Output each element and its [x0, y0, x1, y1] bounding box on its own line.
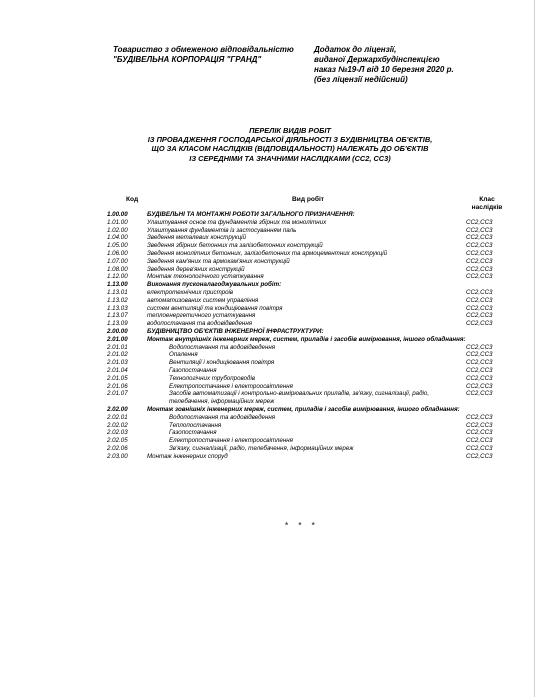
table-row: [107, 234, 517, 242]
row-code: 2.01.06: [107, 382, 128, 390]
title-line-3: ЩО ЗА КЛАСОМ НАСЛІДКІВ (ВІДПОВІДАЛЬНОСТІ) НАЛЕЖАТЬ ДО ОБ'ЄКТІВ: [151, 144, 429, 154]
row-code: 1.08.00: [107, 265, 128, 273]
table-row: [107, 414, 517, 422]
title-line-2: ІЗ ПРОВАДЖЕННЯ ГОСПОДАРСЬКОЇ ДІЯЛЬНОСТІ З БУДІВНИЦТВА ОБ'ЄКТІВ,: [147, 135, 433, 145]
row-code: 2.01.01: [107, 343, 128, 351]
row-code: 1.13.03: [107, 304, 128, 312]
table-row: [107, 445, 517, 453]
row-work-type: Зведення збірних бетонних та залізобетонних конструкцій: [147, 242, 323, 250]
row-work-type: Технологічних трубопроводів: [169, 374, 256, 382]
row-code: 2.00.00: [107, 327, 128, 335]
table-row: [107, 305, 517, 313]
row-work-type: Улаштування основ та фундаментів збірних та монолітних: [147, 218, 327, 226]
row-consequence-class: СС2,СС3: [466, 273, 493, 281]
table-row: [107, 437, 517, 445]
row-work-type: Виконання пусконалагоджувальних робіт:: [147, 281, 282, 289]
annex-line-3: наказ №19-Л від 10 березня 2020 р.: [314, 65, 454, 74]
page-edge: [534, 0, 535, 697]
license-annex-block: [314, 45, 514, 85]
row-code: 2.01.07: [107, 390, 128, 398]
row-consequence-class: СС2,СС3: [466, 296, 493, 304]
row-consequence-class: СС2,СС3: [466, 437, 493, 445]
row-consequence-class: СС2,СС3: [466, 359, 493, 367]
row-code: 2.01.05: [107, 374, 128, 382]
row-work-type: Електропостачання і електроосвітлення: [169, 382, 293, 390]
row-code: 2.02.06: [107, 444, 128, 452]
table-row: [107, 211, 517, 219]
row-work-type: Засобів автоматизації і контрольно-вимірювальних приладів, зв'язку, сигналізації, радіо, телебачення, інформаційних мереж: [169, 390, 430, 406]
row-work-type: БУДІВЕЛЬНІ ТА МОНТАЖНІ РОБОТИ ЗАГАЛЬНОГО ПРИЗНАЧЕННЯ:: [147, 211, 355, 218]
table-row: [107, 390, 517, 406]
row-work-type: Електропостачання і електроосвітлення: [169, 437, 293, 445]
row-consequence-class: СС2,СС3: [466, 351, 493, 359]
table-row: [107, 336, 517, 344]
row-consequence-class: СС2,СС3: [466, 343, 493, 351]
table-row: [107, 422, 517, 430]
row-work-type: електротехнічних пристроїв: [147, 288, 234, 296]
row-work-type: Водопостачання та водовідведення: [169, 413, 276, 421]
row-code: 1.05.00: [107, 242, 128, 250]
row-work-type: водопостачання та водовідведення: [147, 320, 253, 328]
row-consequence-class: СС2,СС3: [466, 257, 493, 265]
row-code: 1.13.01: [107, 288, 128, 296]
row-work-type: БУДІВНИЦТВО ОБ'ЄКТІВ ІНЖЕНЕРНОЇ ІНФРАСТРУКТУРИ:: [147, 327, 324, 335]
row-code: 1.00.00: [107, 211, 128, 218]
row-work-type: Теплопостачання: [169, 421, 222, 429]
row-code: 1.13.02: [107, 296, 128, 304]
row-consequence-class: СС2,СС3: [466, 390, 493, 398]
row-work-type: Газопостачання: [169, 429, 217, 437]
row-code: 2.01.03: [107, 359, 128, 367]
annex-line-2: виданої Держархбудінспекцією: [314, 55, 440, 64]
table-row: [107, 219, 517, 227]
table-row: [107, 359, 517, 367]
title-line-1: ПЕРЕЛІК ВИДІВ РОБІТ: [249, 126, 331, 135]
company-line-2: "БУДІВЕЛЬНА КОРПОРАЦІЯ "ГРАНД": [113, 55, 262, 64]
table-row: [107, 351, 517, 359]
document-title: [130, 126, 450, 163]
row-consequence-class: СС2,СС3: [466, 312, 493, 320]
row-work-type: Зведення монолітних бетонних, залізобетонних та армоцементних конструкцій: [147, 249, 388, 257]
row-consequence-class: СС2,СС3: [466, 452, 493, 460]
row-work-type: Зведення кам'яних та армокам'яних конструкцій: [147, 257, 290, 265]
column-header-class-line-2: наслідків: [471, 204, 503, 211]
table-row: [107, 227, 517, 235]
table-row: [107, 320, 517, 328]
row-work-type: автоматизованих систем управління: [147, 296, 259, 304]
row-work-type: Монтаж зовнішніх інженерних мереж, систем, приладів і засобів вимірювання, іншого обладнання:: [147, 405, 460, 413]
row-code: 2.02.01: [107, 413, 128, 421]
column-header-class-line-1: Клас: [479, 196, 495, 203]
row-consequence-class: СС2,СС3: [466, 320, 493, 328]
row-code: 1.04.00: [107, 234, 128, 242]
annex-line-1: Додаток до ліцензії,: [314, 45, 397, 54]
row-consequence-class: СС2,СС3: [466, 242, 493, 250]
row-consequence-class: СС2,СС3: [466, 382, 493, 390]
row-code: 1.13.07: [107, 312, 128, 320]
column-header-class: [464, 196, 510, 212]
row-code: 2.02.02: [107, 421, 128, 429]
row-work-type: Монтаж інженерних споруд: [147, 452, 228, 460]
row-work-type: Водопостачання та водовідведення: [169, 343, 276, 351]
row-consequence-class: СС2,СС3: [466, 249, 493, 257]
table-row: [107, 258, 517, 266]
row-code: 1.12.00: [107, 273, 128, 281]
table-row: [107, 250, 517, 258]
row-consequence-class: СС2,СС3: [466, 304, 493, 312]
table-row: [107, 266, 517, 274]
table-row: [107, 297, 517, 305]
row-code: 1.02.00: [107, 226, 128, 234]
row-consequence-class: СС2,СС3: [466, 234, 493, 242]
row-work-type: Зв'язку, сигналізації, радіо, телебачення, інформаційних мереж: [169, 444, 354, 452]
row-code: 1.13.09: [107, 320, 128, 328]
row-consequence-class: СС2,СС3: [466, 374, 493, 382]
table-row: [107, 375, 517, 383]
table-row: [107, 429, 517, 437]
row-consequence-class: СС2,СС3: [466, 429, 493, 437]
end-mark: * * *: [285, 521, 319, 530]
table-row: [107, 281, 517, 289]
table-row: [107, 242, 517, 250]
row-code: 1.07.00: [107, 257, 128, 265]
table-row: [107, 344, 517, 352]
row-consequence-class: СС2,СС3: [466, 366, 493, 374]
title-line-4: ІЗ СЕРЕДНІМИ ТА ЗНАЧНИМИ НАСЛІДКАМИ (СС2, СС3): [189, 153, 391, 163]
row-work-type: Газопостачання: [169, 366, 217, 374]
row-work-type: теплоенергетичного устаткування: [147, 312, 256, 320]
table-row: [107, 367, 517, 375]
row-code: 2.03.00: [107, 452, 128, 460]
annex-line-4: (без ліцензії недійсний): [314, 75, 408, 84]
row-code: 2.02.00: [107, 405, 128, 413]
row-code: 1.01.00: [107, 218, 128, 226]
row-code: 1.13.00: [107, 281, 128, 289]
table-row: [107, 289, 517, 297]
row-consequence-class: СС2,СС3: [466, 444, 493, 452]
row-consequence-class: СС2,СС3: [466, 218, 493, 226]
row-work-type: Зведення металевих конструкцій: [147, 234, 246, 242]
row-work-type: систем вентиляції та кондиціювання повітря: [147, 304, 283, 312]
row-code: 2.02.03: [107, 429, 128, 437]
company-line-1: Товариство з обмеженою відповідальністю: [113, 45, 294, 54]
row-code: 2.01.00: [107, 335, 128, 343]
column-header-work: Вид робіт: [292, 196, 325, 203]
row-consequence-class: СС2,СС3: [466, 413, 493, 421]
row-work-type: Вентиляції і кондиціювання повітря: [169, 359, 275, 367]
company-block: [113, 45, 303, 65]
row-consequence-class: СС2,СС3: [466, 288, 493, 296]
column-header-code: Код: [126, 196, 139, 203]
row-work-type: Улаштування фундаментів із застосуванням паль: [147, 226, 297, 234]
row-consequence-class: СС2,СС3: [466, 226, 493, 234]
table-row: [107, 383, 517, 391]
row-code: 2.02.05: [107, 437, 128, 445]
work-types-table: [107, 211, 517, 461]
row-code: 1.06.00: [107, 249, 128, 257]
table-row: [107, 328, 517, 336]
row-consequence-class: СС2,СС3: [466, 265, 493, 273]
row-work-type: Зведення дерев'яних конструкцій: [147, 265, 245, 273]
row-code: 2.01.04: [107, 366, 128, 374]
table-row: [107, 453, 517, 461]
table-row: [107, 406, 517, 414]
table-row: [107, 273, 517, 281]
row-work-type: Монтаж внутрішніх інженерних мереж, систем, приладів і засобів вимірювання, іншого обладнання:: [147, 335, 466, 343]
row-work-type: Монтаж технологічного устаткування: [147, 273, 264, 281]
row-work-type: Опалення: [169, 351, 198, 359]
row-consequence-class: СС2,СС3: [466, 421, 493, 429]
table-row: [107, 312, 517, 320]
row-code: 2.01.02: [107, 351, 128, 359]
